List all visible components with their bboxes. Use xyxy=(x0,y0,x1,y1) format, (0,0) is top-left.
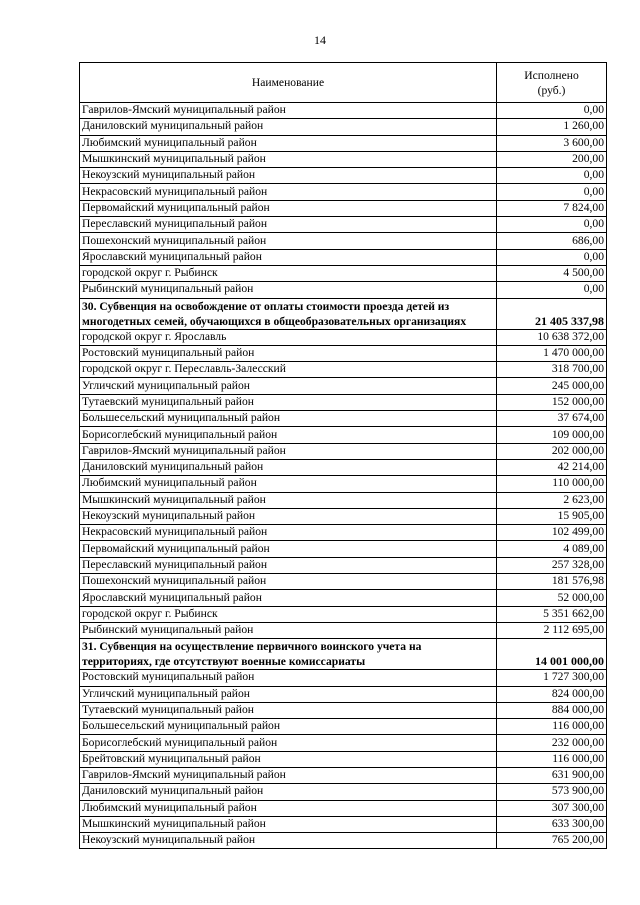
table-row xyxy=(80,702,607,718)
row-value: 232 000,00 xyxy=(497,735,607,751)
row-name: Брейтовский муниципальный район xyxy=(80,751,497,767)
row-value: 631 900,00 xyxy=(497,767,607,783)
row-value: 1 727 300,00 xyxy=(497,670,607,686)
row-value: 152 000,00 xyxy=(497,394,607,410)
table-row xyxy=(80,282,607,298)
header-value-line2: (руб.) xyxy=(537,83,566,97)
row-name: Ростовский муниципальный район xyxy=(80,345,497,361)
subsidy-table xyxy=(79,62,607,849)
row-name: Гаврилов-Ямский муниципальный район xyxy=(80,103,497,119)
row-value: 3 600,00 xyxy=(497,135,607,151)
table-row xyxy=(80,735,607,751)
row-name: Угличский муниципальный район xyxy=(80,378,497,394)
row-name: Борисоглебский муниципальный район xyxy=(80,427,497,443)
table-row xyxy=(80,670,607,686)
row-value: 116 000,00 xyxy=(497,719,607,735)
row-name: Некоузский муниципальный район xyxy=(80,168,497,184)
header-value-line1: Исполнено xyxy=(524,68,579,82)
table-row xyxy=(80,541,607,557)
row-value: 0,00 xyxy=(497,184,607,200)
table-row xyxy=(80,574,607,590)
row-value: 0,00 xyxy=(497,282,607,298)
table-row xyxy=(80,816,607,832)
row-name: городской округ г. Рыбинск xyxy=(80,265,497,281)
row-value: 7 824,00 xyxy=(497,200,607,216)
row-value: 307 300,00 xyxy=(497,800,607,816)
row-value: 0,00 xyxy=(497,103,607,119)
row-name: Борисоглебский муниципальный район xyxy=(80,735,497,751)
table-row xyxy=(80,719,607,735)
row-name: Гаврилов-Ямский муниципальный район xyxy=(80,443,497,459)
row-name: Мышкинский муниципальный район xyxy=(80,492,497,508)
row-value: 5 351 662,00 xyxy=(497,606,607,622)
row-name: Любимский муниципальный район xyxy=(80,800,497,816)
row-name: Ростовский муниципальный район xyxy=(80,670,497,686)
row-value: 245 000,00 xyxy=(497,378,607,394)
row-name: Некрасовский муниципальный район xyxy=(80,184,497,200)
row-name: Некоузский муниципальный район xyxy=(80,508,497,524)
row-value: 633 300,00 xyxy=(497,816,607,832)
table-row xyxy=(80,233,607,249)
table-row xyxy=(80,249,607,265)
table-row xyxy=(80,135,607,151)
row-name: Некрасовский муниципальный район xyxy=(80,525,497,541)
table-row xyxy=(80,686,607,702)
row-value: 686,00 xyxy=(497,233,607,249)
row-value: 0,00 xyxy=(497,168,607,184)
section-header-row xyxy=(80,298,607,329)
table-row xyxy=(80,378,607,394)
row-value: 15 905,00 xyxy=(497,508,607,524)
row-name: Большесельский муниципальный район xyxy=(80,719,497,735)
table-row xyxy=(80,265,607,281)
row-value: 824 000,00 xyxy=(497,686,607,702)
table-row xyxy=(80,800,607,816)
section-header-row xyxy=(80,639,607,670)
table-row xyxy=(80,784,607,800)
table-row xyxy=(80,200,607,216)
table-row xyxy=(80,476,607,492)
row-value: 4 500,00 xyxy=(497,265,607,281)
row-name: Даниловский муниципальный район xyxy=(80,784,497,800)
row-name: Мышкинский муниципальный район xyxy=(80,151,497,167)
row-name: городской округ г. Переславль-Залесский xyxy=(80,362,497,378)
row-name: Первомайский муниципальный район xyxy=(80,200,497,216)
row-name: Даниловский муниципальный район xyxy=(80,119,497,135)
table-row xyxy=(80,443,607,459)
row-name: Ярославский муниципальный район xyxy=(80,590,497,606)
row-value: 0,00 xyxy=(497,249,607,265)
table-row xyxy=(80,103,607,119)
table-header-row xyxy=(80,63,607,103)
row-value: 2 623,00 xyxy=(497,492,607,508)
table-row xyxy=(80,151,607,167)
row-value: 109 000,00 xyxy=(497,427,607,443)
row-value: 573 900,00 xyxy=(497,784,607,800)
row-name: Гаврилов-Ямский муниципальный район xyxy=(80,767,497,783)
row-name: Пошехонский муниципальный район xyxy=(80,233,497,249)
table-row xyxy=(80,329,607,345)
table-row xyxy=(80,492,607,508)
row-value: 2 112 695,00 xyxy=(497,622,607,638)
table-row xyxy=(80,508,607,524)
table-row xyxy=(80,833,607,849)
row-value: 1 470 000,00 xyxy=(497,345,607,361)
row-name: Переславский муниципальный район xyxy=(80,217,497,233)
table-row xyxy=(80,606,607,622)
row-value: 102 499,00 xyxy=(497,525,607,541)
row-name: Переславский муниципальный район xyxy=(80,557,497,573)
row-name: Даниловский муниципальный район xyxy=(80,459,497,475)
row-value: 257 328,00 xyxy=(497,557,607,573)
page-number: 14 xyxy=(314,33,326,47)
row-name: Некоузский муниципальный район xyxy=(80,833,497,849)
row-name: Первомайский муниципальный район xyxy=(80,541,497,557)
table-row xyxy=(80,168,607,184)
row-name: Тутаевский муниципальный район xyxy=(80,394,497,410)
row-name: Угличский муниципальный район xyxy=(80,686,497,702)
table-row xyxy=(80,767,607,783)
table-row xyxy=(80,362,607,378)
row-value: 765 200,00 xyxy=(497,833,607,849)
row-value: 37 674,00 xyxy=(497,411,607,427)
row-name: городской округ г. Рыбинск xyxy=(80,606,497,622)
row-value: 110 000,00 xyxy=(497,476,607,492)
table-row xyxy=(80,590,607,606)
row-name: Ярославский муниципальный район xyxy=(80,249,497,265)
section-total: 21 405 337,98 xyxy=(497,298,607,329)
row-name: городской округ г. Ярославль xyxy=(80,329,497,345)
row-value: 200,00 xyxy=(497,151,607,167)
section-title: 31. Субвенция на осуществление первичного воинского учета на территориях, где отсутствуют военные комиссариаты xyxy=(80,639,497,670)
table-row xyxy=(80,119,607,135)
row-value: 116 000,00 xyxy=(497,751,607,767)
table-row xyxy=(80,622,607,638)
header-name: Наименование xyxy=(80,63,497,103)
row-value: 52 000,00 xyxy=(497,590,607,606)
header-value xyxy=(497,63,607,103)
row-name: Любимский муниципальный район xyxy=(80,476,497,492)
section-total: 14 001 000,00 xyxy=(497,639,607,670)
table-body xyxy=(80,103,607,849)
row-value: 318 700,00 xyxy=(497,362,607,378)
table-row xyxy=(80,411,607,427)
table-row xyxy=(80,525,607,541)
row-value: 4 089,00 xyxy=(497,541,607,557)
table-row xyxy=(80,751,607,767)
row-name: Мышкинский муниципальный район xyxy=(80,816,497,832)
table-row xyxy=(80,427,607,443)
row-value: 42 214,00 xyxy=(497,459,607,475)
table-row xyxy=(80,459,607,475)
row-name: Тутаевский муниципальный район xyxy=(80,702,497,718)
row-value: 0,00 xyxy=(497,217,607,233)
row-value: 10 638 372,00 xyxy=(497,329,607,345)
table-row xyxy=(80,394,607,410)
table-row xyxy=(80,345,607,361)
table-row xyxy=(80,184,607,200)
row-name: Большесельский муниципальный район xyxy=(80,411,497,427)
row-name: Любимский муниципальный район xyxy=(80,135,497,151)
row-value: 202 000,00 xyxy=(497,443,607,459)
row-name: Рыбинский муниципальный район xyxy=(80,282,497,298)
table-row xyxy=(80,557,607,573)
row-name: Пошехонский муниципальный район xyxy=(80,574,497,590)
section-title: 30. Субвенция на освобождение от оплаты стоимости проезда детей из многодетных семей, обучающихся в общеобразовательных организациях xyxy=(80,298,497,329)
row-value: 181 576,98 xyxy=(497,574,607,590)
table-row xyxy=(80,217,607,233)
row-value: 884 000,00 xyxy=(497,702,607,718)
row-value: 1 260,00 xyxy=(497,119,607,135)
row-name: Рыбинский муниципальный район xyxy=(80,622,497,638)
